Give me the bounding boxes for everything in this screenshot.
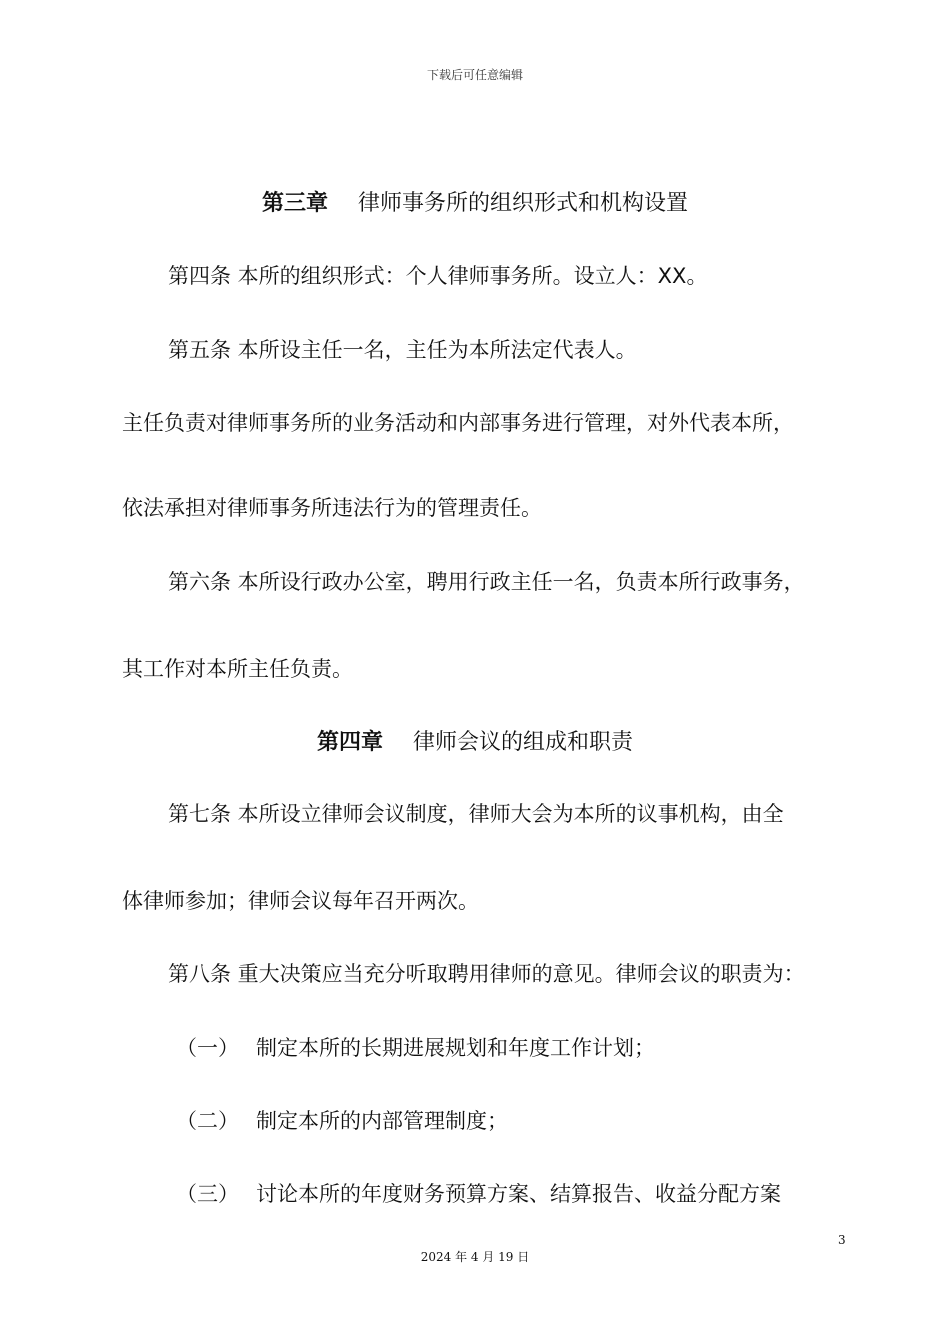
page-number: 3 (838, 1233, 846, 1247)
article-6-line-2: 其工作对本所主任负责。 (122, 657, 353, 681)
list-item-text: 制定本所的长期进展规划和年度工作计划； (256, 1036, 655, 1060)
chapter-3-number: 第三章 (261, 191, 328, 216)
article-6-line-1: 第六条 本所设行政办公室，聘用行政主任一名，负责本所行政事务， (168, 570, 805, 594)
list-item-text: 制定本所的内部管理制度； (256, 1109, 508, 1133)
article-7-line-2: 体律师参加；律师会议每年召开两次。 (122, 889, 479, 913)
list-item-label: （三） (176, 1182, 239, 1206)
chapter-3-heading (0, 186, 950, 217)
list-item-label: （一） (176, 1036, 239, 1060)
chapter-3-title: 律师事务所的组织形式和机构设置 (358, 191, 689, 216)
chapter-4-heading (0, 725, 950, 756)
article-4: 第四条 本所的组织形式：个人律师事务所。设立人：XX。 (168, 264, 708, 288)
list-item-label: （二） (176, 1109, 239, 1133)
list-item-text: 讨论本所的年度财务预算方案、结算报告、收益分配方案 (256, 1182, 781, 1206)
article-7-line-1: 第七条 本所设立律师会议制度，律师大会为本所的议事机构，由全 (168, 802, 784, 826)
list-item (176, 1105, 508, 1135)
article-8-line-1: 第八条 重大决策应当充分听取聘用律师的意见。律师会议的职责为： (168, 962, 805, 986)
footer-date: 2024 年 4 月 19 日 (420, 1250, 530, 1264)
chapter-4-title: 律师会议的组成和职责 (413, 730, 634, 755)
chapter-4-number: 第四章 (316, 730, 383, 755)
article-5-line-2: 主任负责对律师事务所的业务活动和内部事务进行管理，对外代表本所， (122, 411, 794, 435)
page-header: 下载后可任意编辑 (426, 68, 523, 82)
list-item (176, 1032, 655, 1062)
article-5-line-3: 依法承担对律师事务所违法行为的管理责任。 (122, 496, 542, 520)
list-item (176, 1178, 781, 1208)
article-5-line-1: 第五条 本所设主任一名，主任为本所法定代表人。 (168, 338, 637, 362)
